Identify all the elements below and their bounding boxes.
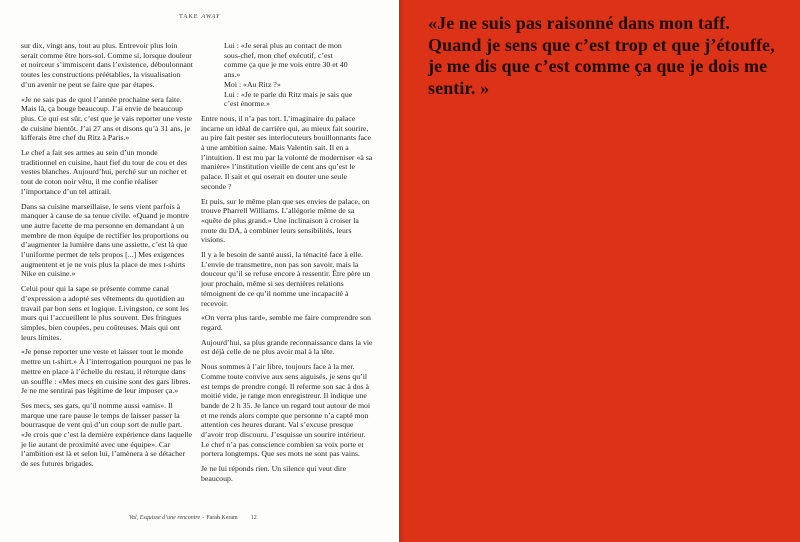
running-head-regular: TAKE bbox=[178, 13, 199, 20]
paragraph: Et puis, sur le même plan que ses envies de palace, on trouve Pharrell Williams. L’allégorie même de sa «quête de plus grand.» Une inclinaison à croiser la route du DA, à combiner leurs sensibilités, leurs visions. bbox=[201, 196, 370, 245]
paragraph: Le chef a fait ses armes au sein d’un monde traditionnel en cuisine, haut fief du tour de cou et des vestes blanches. Aujourd’hui, perché sur un rocher et tout de coton noir vêtu, il me confie réaliser l’importance d’un tel attirail. bbox=[21, 148, 188, 196]
page-number: 12 bbox=[250, 515, 257, 521]
dialogue-line: Moi : «Au Ritz ?» bbox=[224, 79, 281, 89]
footer-separator: - bbox=[202, 515, 205, 521]
text-column-right bbox=[201, 41, 373, 489]
paragraph: sur dix, vingt ans, tout au plus. Entrevoir plus loin serait comme être hors-sol. Comme si, lorsque douleur et noirceur s’immiscent dans l’existence, déboulonnant toutes les constructions préétablies, la visualisation d’un avenir ne peut se faire que par étapes. bbox=[21, 41, 193, 89]
paragraph: Aujourd’hui, sa plus grande reconnaissance dans la vie est déjà celle de ne plus avoir mal à la tête. bbox=[201, 337, 373, 357]
gutter-shadow bbox=[399, 0, 404, 542]
pull-quote: «Je ne suis pas raisonné dans mon taff. Quand je sens que c’est trop et que j’étouffe, je me dis que c’est comme ça que je dois me sentir. » bbox=[428, 13, 775, 98]
paragraph: Celui pour qui la sape se présente comme canal d’expression a adopté ses vêtements du quotidien au travail par bon sens et logique. Livingston, ce sont les murs qui l’accueillent le plus souvent. Des fringues simples, bien coupées, peu coûteuses. Mais qui ont leurs limites. bbox=[21, 284, 189, 342]
dialogue-block bbox=[224, 41, 354, 109]
quote-page bbox=[399, 0, 800, 542]
paragraph: «On verra plus tard», semble me faire comprendre son regard. bbox=[201, 313, 371, 332]
dialogue-line: Lui : «Je serai plus au contact de mon sous-chef, mon chef exécutif, c’est comme ça que je me vois entre 30 et 40 ans.» bbox=[224, 41, 348, 80]
footer-author: Farah Keram bbox=[206, 515, 238, 521]
paragraph: «Je pense reporter une veste et laisser tout le monde mettre un t-shirt.» À l’interrogation pourquoi ne pas le mettre en place à l’échelle du restau, il rétorque dans un souffle : «Mes mecs en cuisine sont des gars libres. Je ne me sentirai pas légitime de leur imposer ça.» bbox=[21, 347, 191, 396]
paragraph: Je ne lui réponds rien. Un silence qui veut dire beaucoup. bbox=[201, 464, 347, 483]
paragraph: Il y a le besoin de santé aussi, la ténacité face à elle. L’envie de transmettre, non pas son savoir, mais la douceur qu’il se refuse encore à ressentir. Être père un jour prochain, même si ses dernières relations témoignent de ce qu’il nomme une incapacité à recevoir. bbox=[201, 250, 371, 308]
paragraph: Entre nous, il n’a pas tort. L’imaginaire du palace incarne un idéal de carrière qui, au mieux fait sourire, au pire fait pester ses interlocuteurs bouillonnants face à une ambition saine. Mais Valentin sait. Il en a l’intuition. Il est mu par la volonté de moderniser «à sa manière» l’institution vieille de cent ans qu’est le palace. Il sait et qui oserait en douter une seule seconde ? bbox=[201, 113, 373, 191]
text-column-left bbox=[21, 41, 193, 474]
page-footer bbox=[129, 515, 257, 521]
article-page bbox=[0, 0, 399, 542]
footer-article-title: Val, Esquisse d’une rencontre bbox=[129, 515, 201, 521]
paragraph: Nous sommes à l’air libre, toujours face à la mer. Comme toute convive aux sens aiguisés, je sens qu’il est temps de prendre congé. Il referme son sac à dos à moitié vide, je range mon enregistreur. Il indique une bande de 2 h 35. Je lance un regard tout autour de moi et me rends alors compte que personne n’a capté mon attention ces heures durant. Val s’excuse presque d’avoir trop discouru. J’esquisse un sourire intérieur. Le chef n’a pas conscience combien sa voix porte et portera longtemps. Que ses mots ne sont pas vains. bbox=[201, 362, 371, 459]
running-head-italic: AWAY bbox=[201, 13, 221, 20]
paragraph: Ses mecs, ses gars, qu’il nomme aussi «amis». Il marque une rare pause le temps de laisser passer la bourrasque de vent qui d’un coup sort de nulle part. «Je crois que c’est la dernière expérience dans laquelle je lie autant de proximité avec une équipe». Car l’ambition est là et selon lui, l’amènera à se détacher de ses futures brigades. bbox=[21, 400, 193, 469]
dialogue-line: Lui : «Je te parle du Ritz mais je sais que c’est énorme.» bbox=[224, 89, 353, 109]
paragraph: «Je ne sais pas de quoi l’année prochaine sera faite. Mais là, ça bouge beaucoup. J’ai envie de beaucoup plus. Ce qui est sûr, c’est que je vais reporter une veste de cuisine bientôt. J’ai 27 ans et disons qu’à 31 ans, je kifferais être chef du Ritz à Paris.» bbox=[21, 94, 192, 143]
running-head bbox=[0, 13, 399, 20]
paragraph: Dans sa cuisine marseillaise, le sens vient parfois à manquer à cause de sa tenue civile. «Quand je montre une autre facette de ma personne en demandant à un membre de mon équipe de rectifier les proportions ou d’augmenter la lumière dans une assiette, c’est là que l’uniforme permet de tels propos [...] Mes exigences augmentent et je ne vois plus la place de mes t-shirts Nike en cuisine.» bbox=[21, 201, 189, 279]
